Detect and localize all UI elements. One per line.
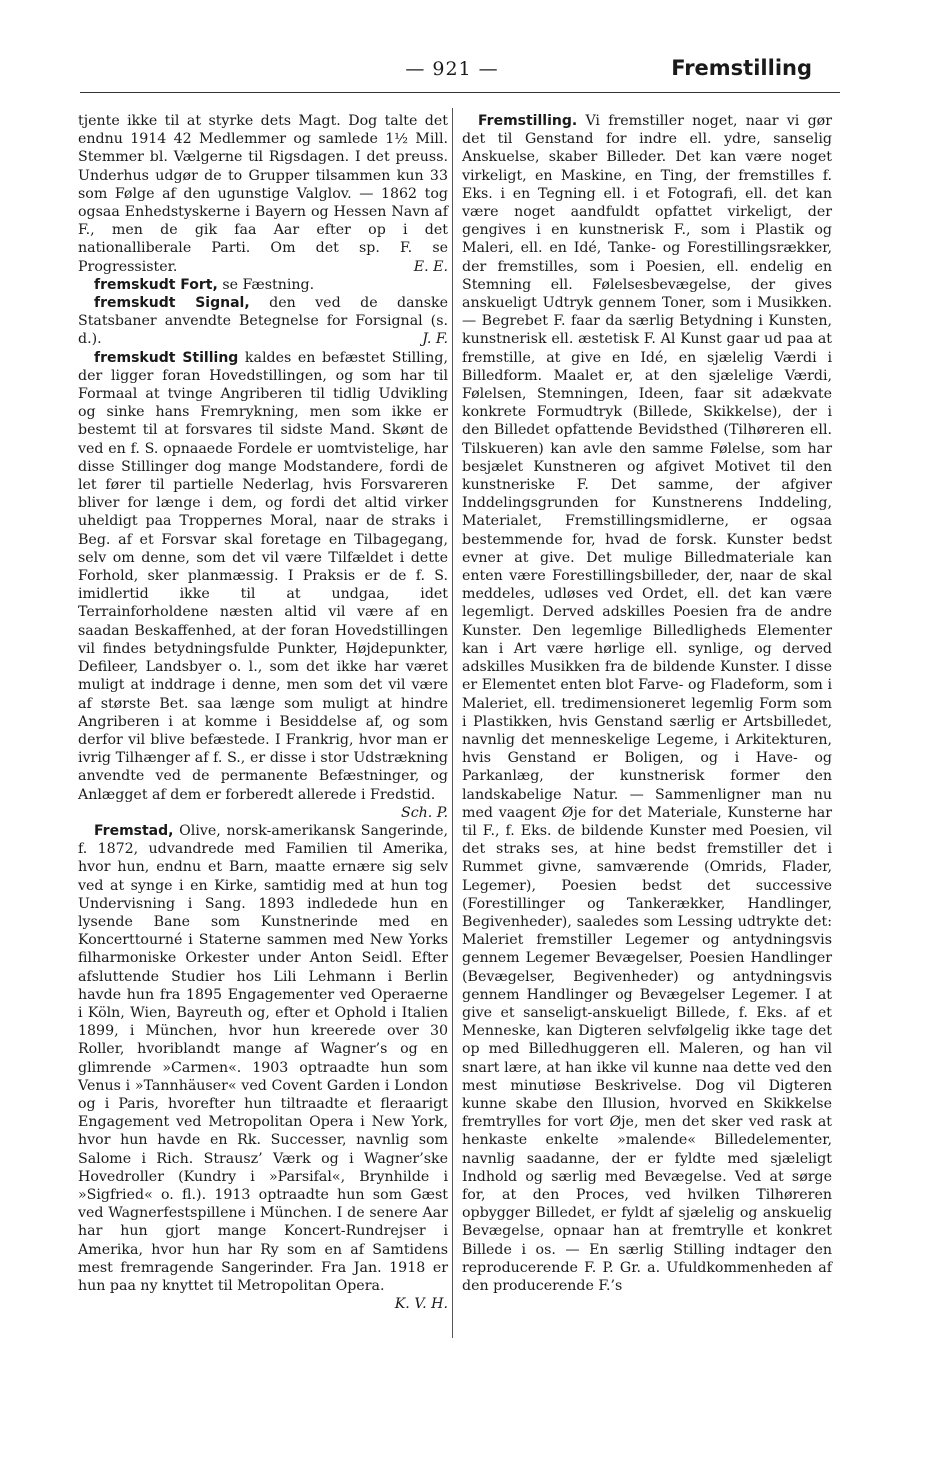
entry-text: tjente ikke til at styrke dets Magt. Dog talte det endnu 1914 42 Medlemmer og samlede 1½ Mill. Stemmer bl. Vælgerne til Rigsdagen. I det preuss. Underhus udgør de to Grupper tilsammen kun 33 som Følge af den ugunstige Valglov. — 1862 tog ogsaa Enhedstyskerne i Bayern og Hessen Navn af F., men de gik faa Aar efter op i det nationalliberale Parti. Om det sp. F. se Progressister. [78, 113, 448, 275]
dictionary-entry [78, 276, 448, 294]
entry-continuation [78, 112, 448, 276]
entry-headword: fremskudt Stilling [94, 349, 239, 366]
column-divider [452, 108, 453, 1338]
dictionary-entry [462, 112, 832, 1295]
author-signature: Sch. P. [400, 804, 448, 821]
entry-headword: fremskudt Fort, [94, 276, 218, 293]
page-number: — 921 — [405, 58, 499, 80]
entry-text: den ved de danske Statsbaner anvendte Betegnelse for Forsignal (s. d.). [78, 295, 448, 348]
author-signature: K. V. H. [394, 1296, 448, 1313]
entry-headword: Fremstad, [94, 822, 174, 839]
dictionary-entry [78, 294, 448, 349]
header-rule [80, 92, 840, 93]
entry-headword: Fremstilling. [478, 113, 578, 129]
dictionary-entry [78, 822, 448, 1313]
author-signature: E. E. [413, 258, 448, 275]
left-column [78, 112, 448, 1313]
entry-text: kaldes en befæstet Stilling, der ligger foran Hovedstillingen, og som har til Formaal at tvinge Angriberen til tidlig Udvikling og sinke hans Fremrykning, men som ikke er bestemt til at forsvares til sidste Mand. Skønt de ved en f. S. opnaaede Fordele er uomtvistelige, har disse Stillinger dog mange Modstandere, fordi de let fører til partielle Nederlag, hvis Forsvareren bliver for længe i dem, og fordi det altid virker uheldigt paa Troppernes Moral, naar de straks i Beg. af et Forsvar skal foretage en Tilbagegang, selv om denne, som det vil være Tilfældet i dette Forhold, sker planmæssig. I Praksis er de f. S. imidlertid ikke til at undgaa, idet Terrainforholdene næsten altid vil være af en saadan Beskaffenhed, at der foran Hovedstillingen vil findes betydningsfulde Punkter, Højdepunkter, Defileer, Landsbyer o. l., som det ikke har været muligt at inddrage i denne, men som det vil være af største Bet. saa længe som muligt at hindre Angriberen i at komme i Besiddelse af, og som derfor vil blive befæstede. I Frankrig, hvor man er ivrig Tilhænger af f. S., er disse i stor Udstrækning anvendte ved de permanente Befæstninger, og Anlægget af dem er forberedt allerede i Fredstid. [78, 349, 448, 803]
dictionary-entry [78, 349, 448, 822]
entry-text: Olive, norsk-amerikansk Sangerinde, f. 1872, udvandrede med Familien til Amerika, hvor hun, endnu et Barn, maatte ernære sig selv ved at synge i en Kirke, samtidig med at hun tog Undervisning i Sang. 1893 indledede hun en lysende Bane som Kunstnerinde med en Koncerttourné i Staterne sammen med New Yorks filharmoniske Orkester under Anton Seidl. Efter afsluttende Studier hos Lili Lehmann i Berlin havde hun fra 1895 Engagementer ved Operaerne i Köln, Wien, Bayreuth og, efter et Ophold i Italien 1899, i München, hvor hun kreerede over 30 Roller, hvoriblandt mange af Wagner’s og en glimrende »Carmen«. 1903 optraadte hun som Venus i »Tannhäuser« ved Covent Garden i London og i Paris, hvorefter hun tiltraadte et fleraarigt Engagement ved Metropolitan Opera i New York, hvor hun havde en Rk. Successer, navnlig som Salome i Rich. Strausz’ Værk og i Wagner’ske Hovedroller (Kundry i »Parsifal«, Brynhilde i »Sigfried« o. fl.). 1913 optraadte hun som Gæst ved Wagnerfestspillene i München. I de senere Aar har hun gjort mange Koncert-Rundrejser i Amerika, hvor hun har Ry som en af Samtidens mest fremragende Sangerinder. Fra Jan. 1918 er hun paa ny knyttet til Metropolitan Opera. [78, 822, 449, 1294]
right-column [462, 112, 832, 1295]
entry-text: Vi fremstiller noget, naar vi gør det til Genstand for indre ell. ydre, sanselig Anskuelse, skaber Billeder. Det kan være noget virkeligt, en Maskine, en Ting, der fremstilles f. Eks. i en Tegning ell. i et Fotografi, ell. det kan være noget aandfuldt opfattet virkeligt, der gengives i en kunstnerisk F., som i Plastik og Maleri, ell. en Idé, Tanke- og Forestillingsrækker, der fremstilles, som i Poesien, ell. endelig en Stemning ell. Følelsesbevægelse, der gives anskueligt Udtryk gennem Toner, som i Musikken. — Begrebet F. faar da særlig Betydning i Kunsten, kunstnerisk ell. æstetisk F. Al Kunst gaar ud paa at fremstille, at give en Idé, en sjælelig Værdi i Billedform. Maalet er, at den sjælelige Værdi, Følelsen, Stemningen, Ideen, faar sit adækvate konkrete Formudtryk (Billede, Skikkelse), der i den Billedet opfattende Bevidsthed (Tilhøreren ell. Tilskueren) kan avle den samme Følelse, som har besjælet Kunstneren og afgivet Motivet til den kunstneriske F. Det samme, der afgiver Inddelingsgrunden for Kunstnerens Inddeling, Materialet, Fremstillingsmidlerne, er ogsaa bestemmende for, hvad de forsk. Kunster bedst evner at give. Det mulige Billedmateriale kan enten være Forestillingsbilleder, der, naar de skal meddeles, udløses ved Ordet, ell. det kan være legemligt. Derved adskilles Poesien fra de andre Kunster. Den legemlige Billedligheds Elementer kan i Art være hørlige ell. synlige, og derved adskilles Musikken fra de bildende Kunster. I disse er Elementet enten blot Farve- og Fladeform, som i Maleriet, ell. tredimensioneret legemlig Form som i Plastikken, hvis Genstand særlig er Artsbilledet, navnlig det menneskelige Legeme, i Arkitekturen, hvis Genstand er Boligen, og i Have- og Parkanlæg, der kunstnerisk former den landskabelige Natur. — Sammenligner man nu med vaagent Øje for det Materiale, Kunsterne har til F., f. Eks. de bildende Kunster med Poesien, vil det straks ses, at hine bedst fremstiller det i Rummet givne, samværende (Omrids, Flader, Legemer), Poesien bedst det successive (Forestillinger og Tankerækker, Handlinger, Begivenheder), saaledes som Lessing udtrykte det: Maleriet fremstiller Legemer og antydningsvis gennem Legemer Bevægelser, Poesien Handlinger (Bevægelser, Begivenheder) og antydningsvis gennem Handlinger og Bevægelser Legemer. I at give et sanseligt-anskueligt Billede, f. Eks. af et Menneske, kan Digteren selvfølgelig ikke tage det op med Billedhuggeren ell. Maleren, og han vil snart lære, at han ikke vil kunne naa dette ved den mest minutiøse Beskrivelse. Dog vil Digteren kunne skabe den Illusion, hvorved en Skikkelse fremtrylles for vort Øje, men det sker ved rask at henkaste enkelte »malende« Billedelementer, navnlig saadanne, der er fyldte med sjæleligt Indhold og særlig med Bevægelse. Ved at sørge for, at den Proces, ved hvilken Tilhøreren opbygger Billedet, er fyldt af sjælelig og anskuelig Bevægelse, opnaar han at fremtrylle et konkret Billede i os. — En særlig Stilling indtager den reproducerende F. P. Gr. a. Ufuldkommenheden af den producerende F.’s [462, 113, 832, 1294]
entry-headword: fremskudt Signal, [94, 295, 250, 312]
author-signature: J. F. [422, 331, 448, 348]
running-head: Fremstilling [671, 56, 812, 80]
entry-text: se Fæstning. [222, 276, 315, 293]
